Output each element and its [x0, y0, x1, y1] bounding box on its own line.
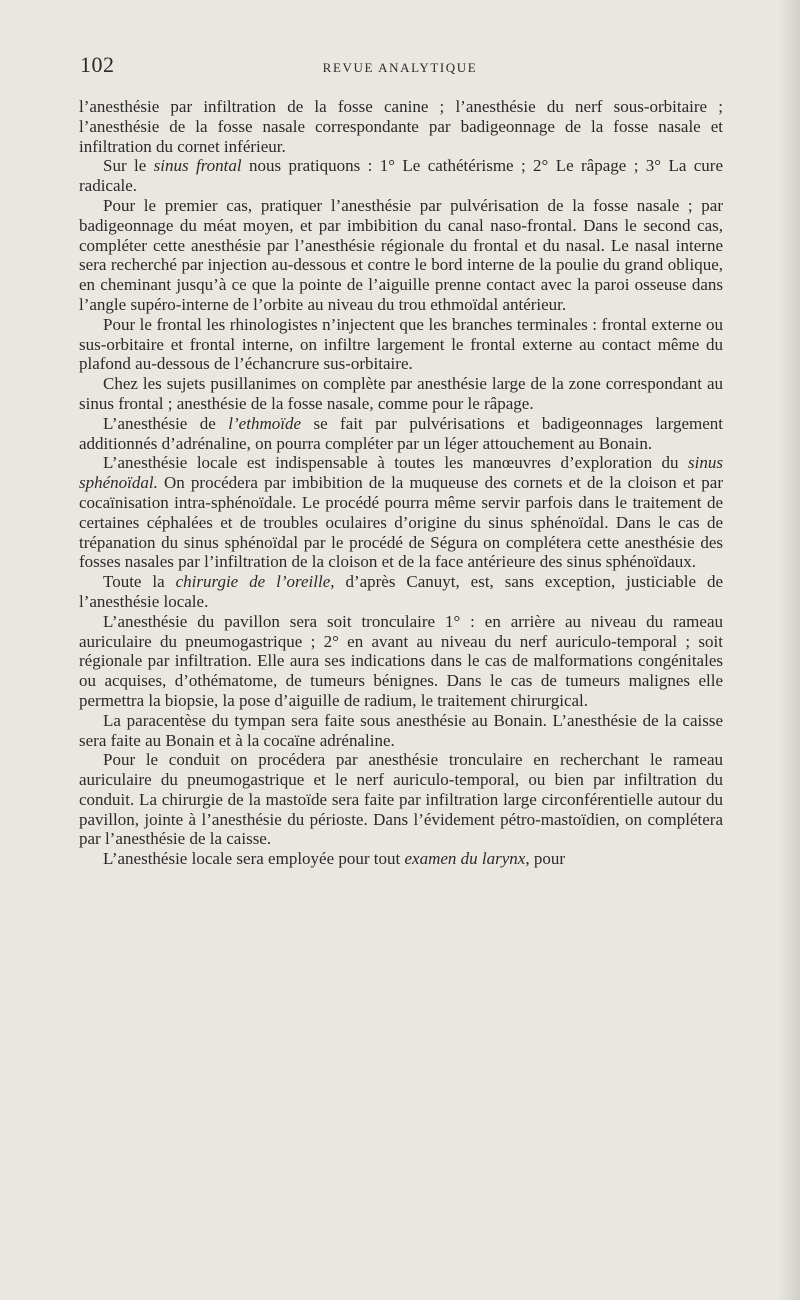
paragraph-ethmoide: L’anesthésie de l’ethmoïde se fait par pulvérisations et badigeonnages largement additionnés d’adrénaline, on pourra compléter par un léger attouchement au Bonain. [79, 413, 723, 453]
paragraph-larynx: L’anesthésie locale sera employée pour tout examen du larynx, pour [103, 849, 565, 869]
emphasis-chirurgie-oreille: chirurgie de l’oreille [175, 572, 331, 592]
page-header [80, 52, 720, 82]
paragraph-chirurgie-oreille: Toute la chirurgie de l’oreille, d’après Canuyt, est, sans exception, justiciable de l’anesthésie locale. [79, 572, 724, 611]
paragraph-premier-cas: Pour le premier cas, pratiquer l’anesthésie par pulvérisation de la fosse nasale ; par badigeonnage du méat moyen, et par imbibition du canal naso-frontal. Dans le second cas, compléter cette anesthésie par l’anesthésie régionale du frontal et du nasal. Le nasal interne sera recherché par injection au-dessous et contre le bord interne de la poulie du grand oblique, en cheminant jusqu’à ce que la pointe de l’aiguille prenne contact avec la paroi osseuse dans l’angle supéro-interne de l’orbite au niveau du trou ethmoïdal antérieur. [79, 195, 723, 314]
paragraph-frontal: Pour le frontal les rhinologistes n’injectent que les branches terminales : frontal externe ou sus-orbitaire et frontal interne, on infiltre largement le frontal externe au contact même du plafond au-dessous de l’échancrure sus-orbitaire. [79, 314, 723, 374]
emphasis-examen-larynx: examen du larynx [404, 849, 526, 869]
emphasis-sinus-frontal: sinus frontal [153, 156, 242, 176]
emphasis-sinus-sphenoidal: sinus sphénoïdal. [79, 453, 723, 493]
paragraph-conduit: Pour le conduit on procédera par anesthésie tronculaire en recherchant le rameau auriculaire du pneumogastrique et le nerf auriculo-temporal, ou bien par infiltration du conduit. La chirurgie de la mastoïde sera faite par infiltration large circonférentielle autour du pavillon, jointe à l’anesthésie du périoste. Dans l’évidement pétro-mastoïdien, on complétera par l’anesthésie de la caisse. [79, 750, 723, 849]
paragraph-paracentese: La paracentèse du tympan sera faite sous anesthésie au Bonain. L’anesthésie de la caisse sera faite au Bonain et à la cocaïne adrénaline. [79, 710, 723, 750]
running-head: REVUE ANALYTIQUE [322, 60, 478, 75]
page-edge-shadow [778, 0, 800, 1300]
paragraph-pavillon: L’anesthésie du pavillon sera soit tronculaire 1° : en arrière au niveau du rameau auriculaire du pneumogastrique ; 2° en avant au niveau du nerf auriculo-temporal ; soit régionale par infiltration. Elle aura ses indications dans le cas de malformations congénitales ou acquises, d’othématome, de tumeurs bénignes. Dans le cas de tumeurs malignes elle permettra la biopsie, la pose d’aiguille de radium, le traitement chirurgical. [79, 611, 723, 710]
body-text [79, 97, 723, 869]
page-number: 102 [80, 52, 115, 77]
paragraph-sinus-frontal: Sur le sinus frontal nous pratiquons : 1° Le cathétérisme ; 2° Le râpage ; 3° La cure radicale. [79, 156, 724, 196]
paragraph-sinus-sphenoidal: L’anesthésie locale est indispensable à toutes les manœuvres d’exploration du sinus sphénoïdal. On procédera par imbibition de la muqueuse des cornets et de la cloison et par cocaïnisation intra-sphénoïdale. Le procédé pourra même servir parfois dans le traitement de certaines céphalées et de troubles oculaires d’origine du sinus sphénoïdal. Dans le cas de trépanation du sinus sphénoïdal par le procédé de Ségura on complétera cette anesthésie des fosses nasales par l’infiltration de la cloison et de la face antérieure des sinus sphénoïdaux. [79, 453, 723, 572]
paragraph-pusillanimes: Chez les sujets pusillanimes on complète par anesthésie large de la zone correspondant au sinus frontal ; anesthésie de la fosse nasale, comme pour le râpage. [79, 374, 723, 413]
emphasis-ethmoide: l’ethmoïde [228, 413, 301, 433]
paragraph-continuation: l’anesthésie par infiltration de la fosse canine ; l’anesthésie du nerf sous-orbitaire ; l’anesthésie de la fosse nasale correspondante par badigeonnage de la fosse nasale et infiltration du cornet inférieur. [79, 97, 723, 156]
